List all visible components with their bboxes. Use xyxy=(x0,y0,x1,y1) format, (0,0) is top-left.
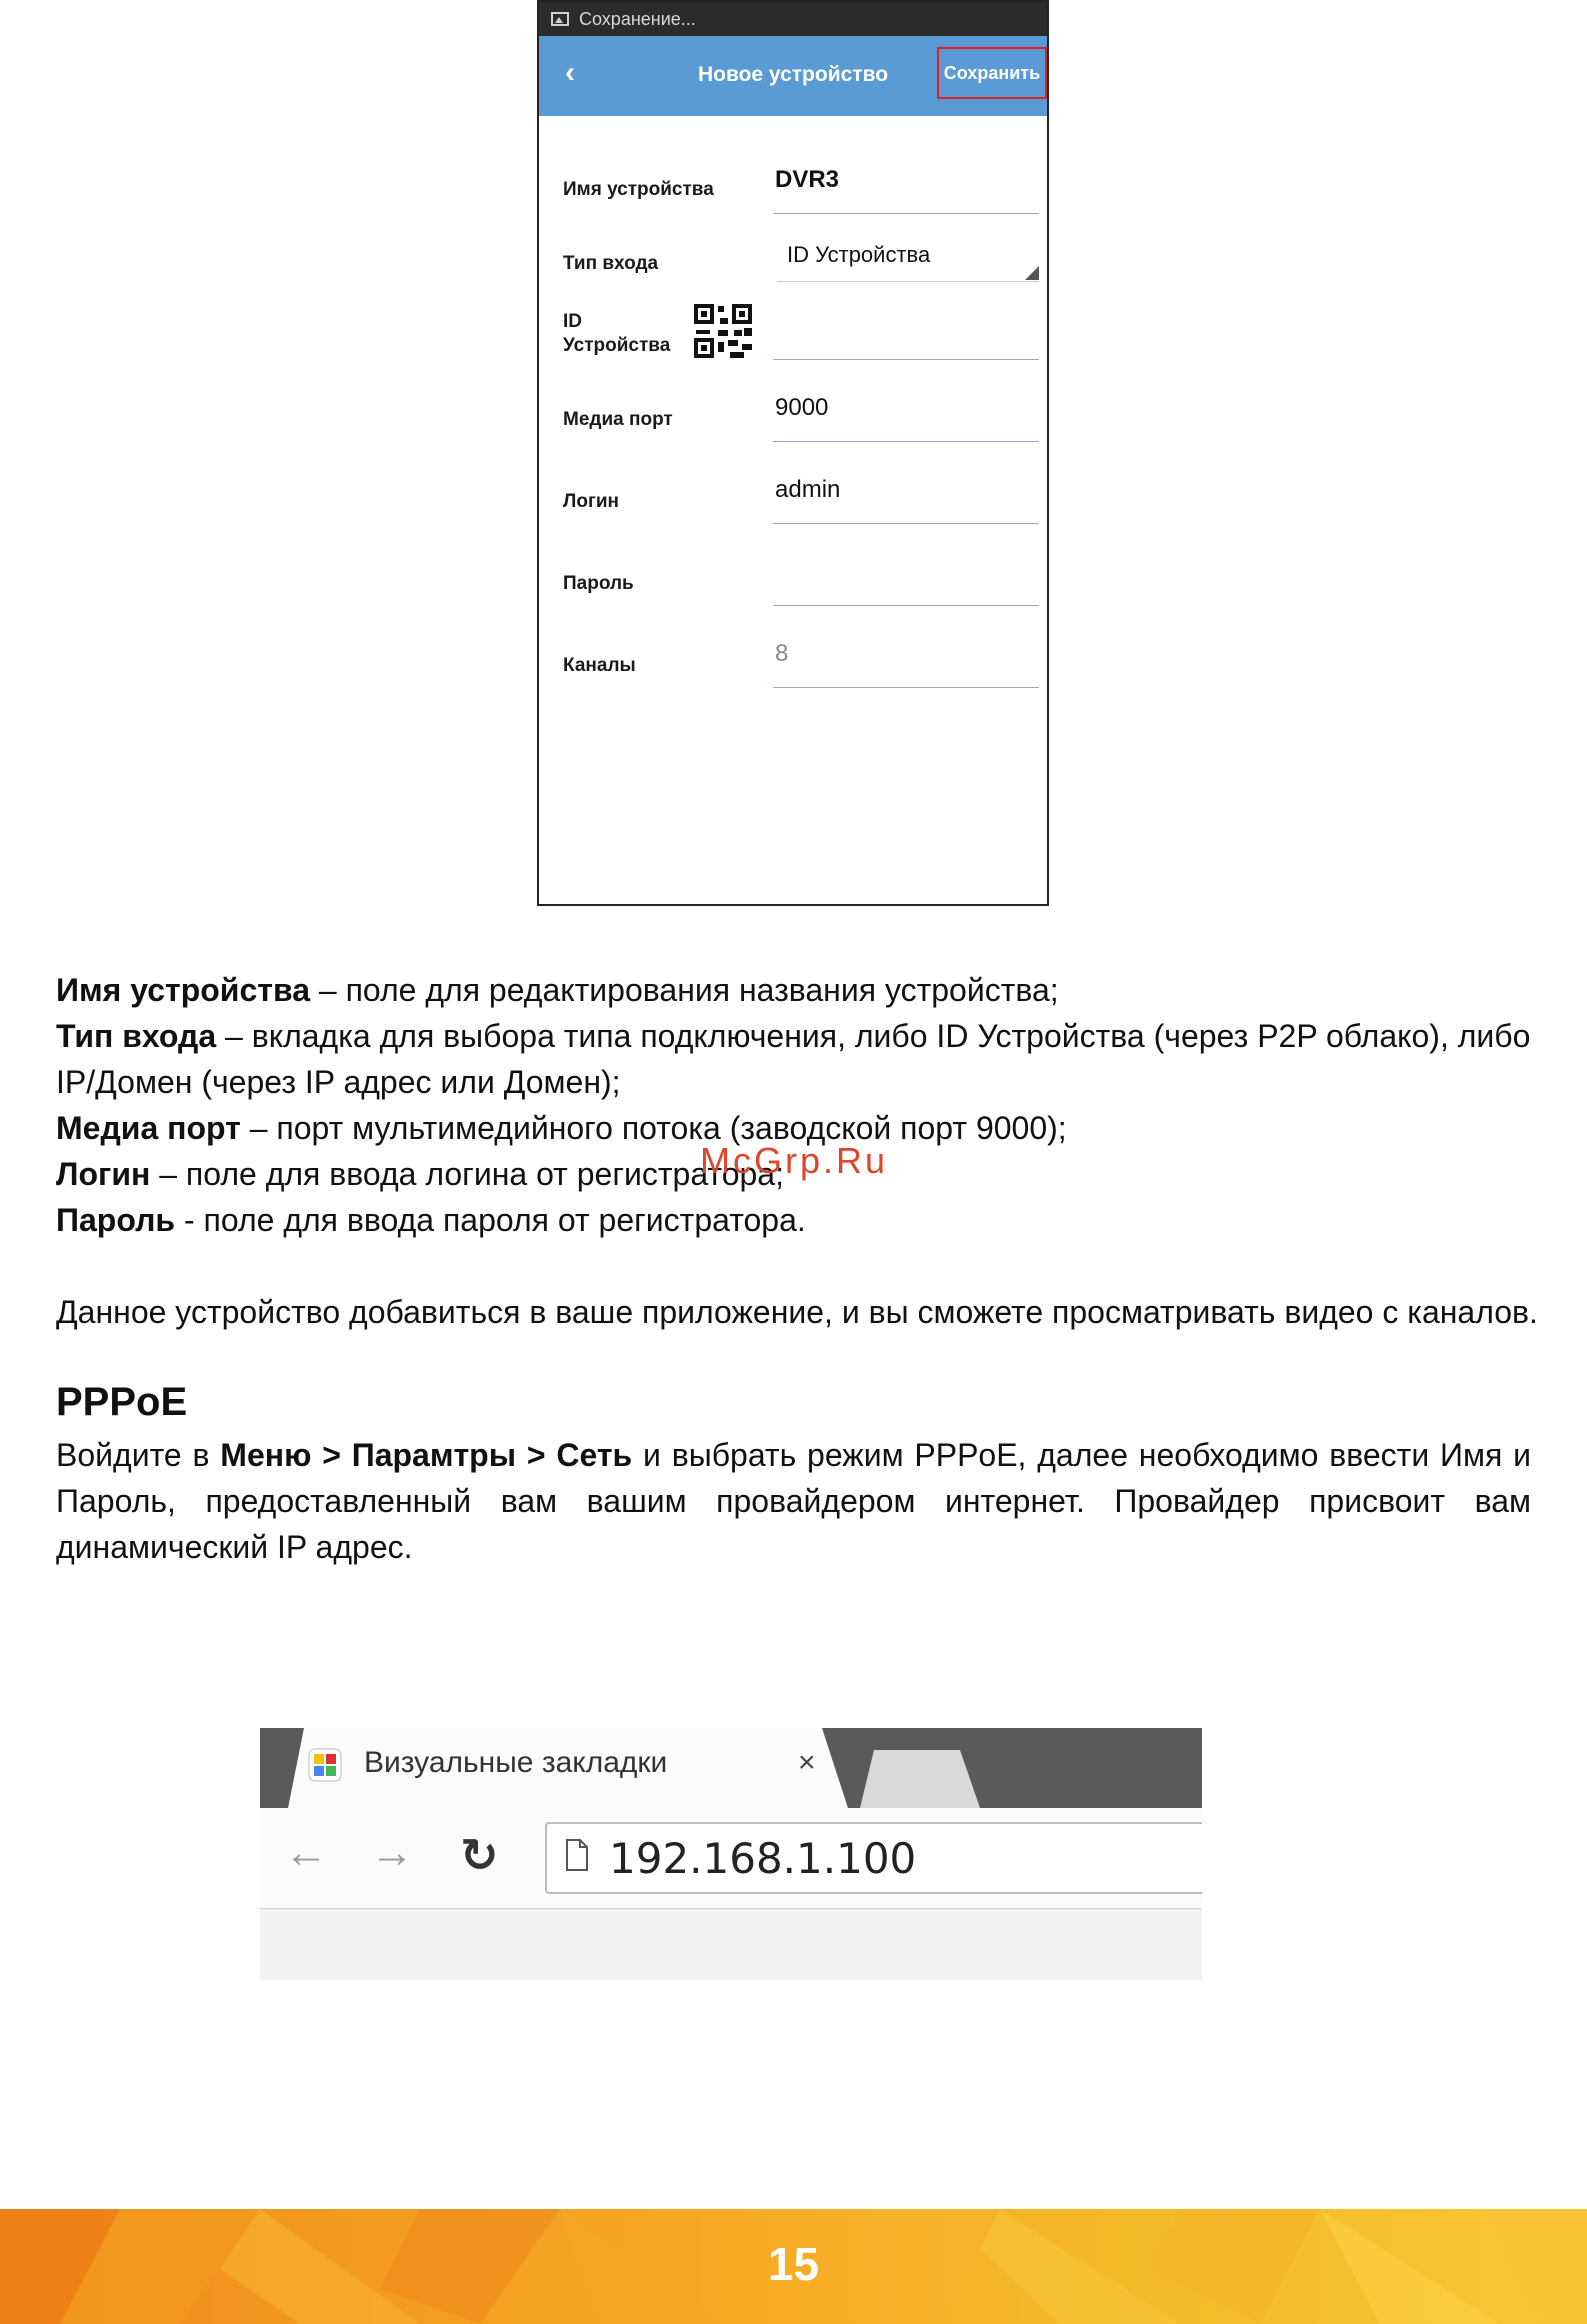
back-button[interactable]: ← xyxy=(284,1828,328,1877)
reload-button[interactable]: ↻ xyxy=(460,1829,499,1881)
page-icon xyxy=(565,1838,589,1872)
login-type-value: ID Устройства xyxy=(787,242,931,267)
text-line-password xyxy=(56,1200,806,1240)
pppoe-menu-path: Меню > Парамтры > Сеть xyxy=(220,1437,633,1473)
summary-text: Данное устройство добавиться в ваше приложение, и вы сможете просматривать видео с каналов. xyxy=(56,1294,1538,1330)
term-password: Пароль xyxy=(56,1202,176,1238)
text-line-login xyxy=(56,1154,784,1194)
image-icon xyxy=(551,12,569,26)
status-text: Сохранение... xyxy=(579,8,696,29)
term-device-name: Имя устройства xyxy=(56,972,310,1008)
text-line-login-type xyxy=(56,1016,1530,1056)
tab-title: Визуальные закладки xyxy=(364,1746,668,1779)
text-line-media-port xyxy=(56,1108,1067,1148)
back-arrow-icon[interactable]: ‹ xyxy=(565,56,575,89)
app-bar xyxy=(539,36,1047,116)
screen-title: Новое устройство xyxy=(697,63,889,86)
page-footer xyxy=(0,2209,1587,2324)
save-button[interactable]: Сохранить xyxy=(937,47,1047,99)
term-login: Логин xyxy=(56,1156,151,1192)
login-input[interactable]: admin xyxy=(773,476,1039,524)
login-type-label: Тип входа xyxy=(563,253,659,274)
login-type-select[interactable] xyxy=(777,242,1039,282)
desc-ip-domain: IP/Домен (через IP адрес или Домен); xyxy=(56,1064,621,1100)
channels-input[interactable]: 8 xyxy=(773,640,1039,688)
pppoe-paragraph xyxy=(56,1432,1531,1570)
pppoe-text-end: и выбрать режим PPPoE, далее необходимо ввести Имя и Пароль, предоставленный вам вашим провайдером интернет. Провайдер присвоит вам динамический IP адрес. xyxy=(56,1437,1532,1565)
term-login-type: Тип входа xyxy=(56,1018,217,1054)
desc-device-name: – поле для редактирования названия устройства; xyxy=(309,972,1059,1008)
new-tab-button[interactable] xyxy=(860,1750,980,1808)
dropdown-arrow-icon xyxy=(1025,266,1039,280)
close-tab-icon[interactable]: × xyxy=(798,1746,816,1779)
url-text: 192.168.1.100 xyxy=(609,1834,917,1883)
desc-login-type: – вкладка для выбора типа подключения, либо ID Устройства (через P2P облако), либо xyxy=(216,1018,1531,1054)
device-name-label: Имя устройства xyxy=(563,179,714,200)
term-media-port: Медиа порт xyxy=(56,1110,241,1146)
channels-label: Каналы xyxy=(563,655,636,676)
desc-media-port: – порт мультимедийного потока (заводской порт 9000); xyxy=(240,1110,1067,1146)
text-line-ip-domain xyxy=(56,1062,621,1102)
qr-code-icon[interactable] xyxy=(694,304,752,358)
status-bar xyxy=(539,2,1047,36)
desc-login: – поле для ввода логина от регистратора; xyxy=(150,1156,784,1192)
forward-button[interactable]: → xyxy=(370,1828,414,1877)
media-port-label: Медиа порт xyxy=(563,409,673,430)
text-line-device-name xyxy=(56,970,1059,1010)
bookmarks-favicon-icon xyxy=(308,1748,342,1782)
device-id-label-line1: ID xyxy=(563,311,582,332)
section-title-pppoe: PPPoE xyxy=(56,1380,188,1424)
login-label: Логин xyxy=(563,491,620,512)
password-label: Пароль xyxy=(563,573,634,594)
page-number: 15 xyxy=(767,2238,820,2290)
pppoe-text-start: Войдите в xyxy=(56,1437,221,1473)
device-id-label-line2: Устройства xyxy=(563,335,671,356)
phone-screenshot xyxy=(537,0,1049,906)
text-line-summary xyxy=(56,1292,1538,1332)
desc-password: - поле для ввода пароля от регистратора. xyxy=(175,1202,806,1238)
media-port-input[interactable]: 9000 xyxy=(773,394,1039,442)
browser-screenshot xyxy=(260,1728,1202,1980)
watermark: McGrp.Ru xyxy=(700,1140,889,1181)
address-bar[interactable] xyxy=(545,1822,1202,1894)
password-input[interactable] xyxy=(773,558,1039,606)
device-name-input[interactable]: DVR3 xyxy=(773,166,1039,214)
device-id-input[interactable] xyxy=(773,306,1039,360)
